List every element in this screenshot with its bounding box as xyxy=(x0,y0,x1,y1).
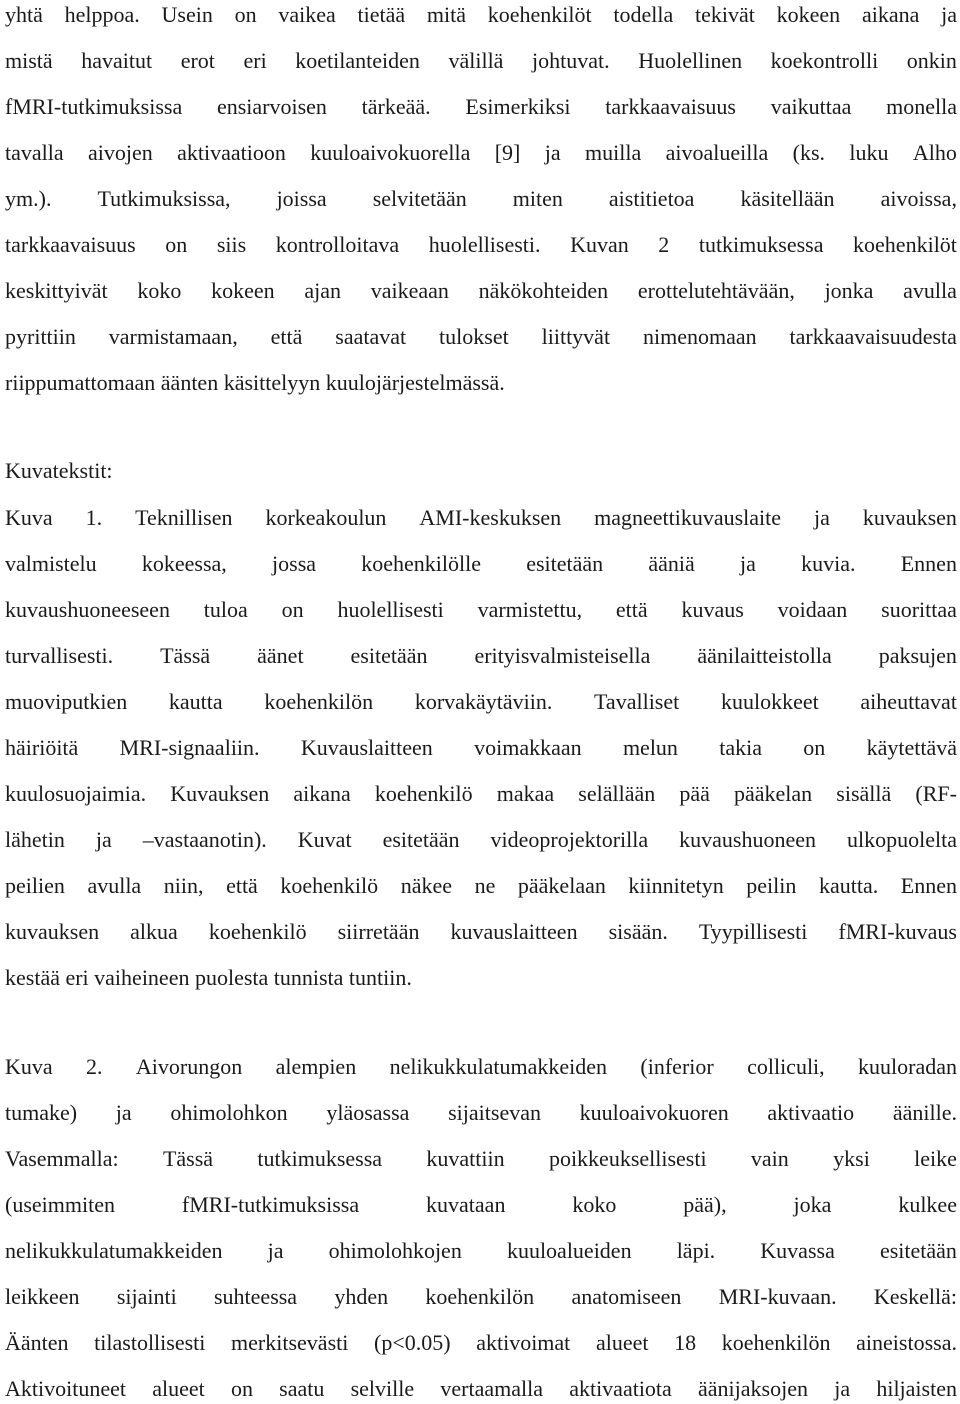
word: äänijaksojen xyxy=(698,1376,808,1401)
word: kuvataan xyxy=(426,1192,506,1217)
word: hiljaisten xyxy=(876,1376,957,1401)
word: Vasemmalla: xyxy=(5,1146,119,1171)
word: Ennen xyxy=(900,551,957,576)
word: [9] xyxy=(494,140,521,165)
word: liittyvät xyxy=(541,324,611,349)
word: Kuvan xyxy=(570,232,629,257)
word: avulla xyxy=(87,873,142,898)
word: ja xyxy=(740,551,756,576)
word: Tyypillisesti xyxy=(698,919,808,944)
word: tekivät xyxy=(695,2,755,27)
word: tietää xyxy=(357,2,406,27)
caption-1-line xyxy=(5,687,957,717)
word: koehenkilö xyxy=(280,873,379,898)
word: MRI-kuvaan. xyxy=(718,1284,837,1309)
word: erot xyxy=(180,48,215,73)
word: aktivaatio xyxy=(767,1100,855,1125)
word: läpi. xyxy=(676,1238,716,1263)
word: avulla xyxy=(903,278,957,303)
word: varmistamaan, xyxy=(108,324,238,349)
word: äänet xyxy=(257,643,304,668)
word: kulkee xyxy=(898,1192,957,1217)
word: koehenkilöt xyxy=(853,232,957,257)
word: koekontrolli xyxy=(770,48,879,73)
word: Keskellä: xyxy=(873,1284,957,1309)
word: häiriöitä xyxy=(5,735,79,760)
word: yksi xyxy=(833,1146,870,1171)
word: melun xyxy=(622,735,678,760)
word: käytettävä xyxy=(866,735,957,760)
word: pyrittiin xyxy=(5,324,76,349)
word: korkeakoulun xyxy=(265,505,387,530)
word: koehenkilön xyxy=(425,1284,535,1309)
word: välillä xyxy=(448,48,504,73)
word: nelikukkulatumakkeiden xyxy=(389,1054,608,1079)
word: Kuva xyxy=(5,1054,53,1079)
word: yläosassa xyxy=(326,1100,410,1125)
word: selällään xyxy=(578,781,656,806)
word: on xyxy=(281,597,304,622)
word: aiheuttavat xyxy=(860,689,957,714)
word: tilastollisesti xyxy=(94,1330,206,1355)
word: saatu xyxy=(279,1376,325,1401)
word: äänilaitteistolla xyxy=(697,643,832,668)
text-line xyxy=(5,276,957,306)
word: vaikuttaa xyxy=(770,94,852,119)
text-line xyxy=(5,138,957,168)
word: kautta xyxy=(168,689,223,714)
word: (RF- xyxy=(915,781,957,806)
word: kuvaushuoneeseen xyxy=(5,597,170,622)
word: todella xyxy=(613,2,674,27)
word: koko xyxy=(572,1192,617,1217)
word: koko xyxy=(137,278,182,303)
word: tumake) xyxy=(5,1100,78,1125)
word: siis xyxy=(216,232,247,257)
caption-1-line xyxy=(5,917,957,947)
word: ohimolohkon xyxy=(170,1100,288,1125)
word: selville xyxy=(350,1376,415,1401)
word: ja xyxy=(941,2,957,27)
word: koehenkilölle xyxy=(361,551,481,576)
word: huolellisesti xyxy=(337,597,444,622)
word: kuulosuojaimia. xyxy=(5,781,147,806)
word: suorittaa xyxy=(881,597,957,622)
caption-1-line xyxy=(5,871,957,901)
word: tutkimuksessa xyxy=(257,1146,383,1171)
word: Aivorungon xyxy=(135,1054,243,1079)
word: niin, xyxy=(163,873,204,898)
word: sisään. xyxy=(608,919,668,944)
caption-2-line xyxy=(5,1098,957,1128)
word: kuuloradan xyxy=(858,1054,957,1079)
word: fMRI-tutkimuksissa xyxy=(5,94,183,119)
word: ja xyxy=(115,1100,132,1125)
word: vaikea xyxy=(278,2,336,27)
word: kokeen xyxy=(211,278,275,303)
word: Alho xyxy=(912,140,957,165)
word: mistä xyxy=(5,48,53,73)
word: Kuva xyxy=(5,505,53,530)
word: Kuvassa xyxy=(760,1238,835,1263)
word: 2 xyxy=(658,232,670,257)
word: peilin xyxy=(746,873,797,898)
word: tuloa xyxy=(203,597,248,622)
word: 1. xyxy=(85,505,103,530)
word: esitetään xyxy=(879,1238,957,1263)
word: tarkkaavaisuus xyxy=(5,232,136,257)
word: saatavat xyxy=(335,324,407,349)
word: jossa xyxy=(272,551,317,576)
word: aineistossa. xyxy=(856,1330,957,1355)
word: alueet xyxy=(595,1330,649,1355)
word: kokeessa, xyxy=(141,551,227,576)
word: yhtä xyxy=(5,2,43,27)
word: varmistettu, xyxy=(477,597,583,622)
word: äänille. xyxy=(892,1100,957,1125)
word: kuvattiin xyxy=(426,1146,505,1171)
word: AMI-keskuksen xyxy=(419,505,562,530)
word: 18 xyxy=(674,1330,697,1355)
word: takia xyxy=(719,735,762,760)
word: ja xyxy=(95,827,112,852)
caption-2-line xyxy=(5,1374,957,1404)
word: ja xyxy=(814,505,830,530)
word: ne xyxy=(474,873,496,898)
caption-1-line xyxy=(5,595,957,625)
word: että xyxy=(270,324,303,349)
word: colliculi, xyxy=(747,1054,825,1079)
text-line xyxy=(5,184,957,214)
word: nelikukkulatumakkeiden xyxy=(5,1238,223,1263)
word: poikkeuksellisesti xyxy=(548,1146,707,1171)
word: esitetään xyxy=(526,551,604,576)
word: selvitetään xyxy=(372,186,467,211)
word: on xyxy=(234,2,257,27)
word: (inferior xyxy=(640,1054,714,1079)
caption-2-line xyxy=(5,1144,957,1174)
word: –vastaanotin). xyxy=(142,827,267,852)
word: Äänten xyxy=(5,1330,69,1355)
captions-heading: Kuvatekstit: xyxy=(5,458,113,483)
word: Tavalliset xyxy=(594,689,680,714)
word: pää), xyxy=(683,1192,727,1217)
word: voidaan xyxy=(777,597,848,622)
word: tutkimuksessa xyxy=(698,232,824,257)
word: tulokset xyxy=(439,324,509,349)
word: MRI-signaaliin. xyxy=(119,735,260,760)
word: onkin xyxy=(906,48,957,73)
word: Kuvat xyxy=(297,827,352,852)
word: on xyxy=(230,1376,253,1401)
word: kuvia. xyxy=(801,551,856,576)
word: on xyxy=(803,735,826,760)
word: joka xyxy=(793,1192,832,1217)
word: ja xyxy=(544,140,561,165)
word: yhden xyxy=(334,1284,389,1309)
caption-2-line xyxy=(5,1236,957,1266)
word: ensiarvoisen xyxy=(216,94,327,119)
caption-1-line xyxy=(5,503,957,533)
word: Usein xyxy=(161,2,213,27)
word: koehenkilö xyxy=(208,919,307,944)
word: aivoissa, xyxy=(880,186,957,211)
word: valmistelu xyxy=(5,551,97,576)
word: sisällä xyxy=(836,781,892,806)
word: ulkopuolelta xyxy=(847,827,957,852)
word: ja xyxy=(834,1376,851,1401)
word: keskittyivät xyxy=(5,278,108,303)
word: aktivaatiota xyxy=(569,1376,672,1401)
word: että xyxy=(226,873,258,898)
word: sijainti xyxy=(116,1284,177,1309)
text-line xyxy=(5,230,957,260)
word: Ennen xyxy=(900,873,957,898)
word: kuuloaivokuorella xyxy=(310,140,471,165)
word: lähetin xyxy=(5,827,65,852)
word: Tässä xyxy=(162,1146,214,1171)
word: koehenkilön xyxy=(721,1330,831,1355)
word: Kuvauksen xyxy=(170,781,270,806)
word: havaitut xyxy=(81,48,153,73)
word: Huolellinen xyxy=(638,48,743,73)
word: alempien xyxy=(275,1054,357,1079)
word: pääkelaan xyxy=(517,873,606,898)
word: kiinnitetyn xyxy=(628,873,724,898)
word: suhteessa xyxy=(213,1284,298,1309)
word: aikana xyxy=(293,781,351,806)
word: kuulokkeet xyxy=(720,689,819,714)
word: kokeen xyxy=(776,2,841,27)
word: ajan xyxy=(304,278,341,303)
word: nimenomaan xyxy=(642,324,757,349)
word: ohimolohkojen xyxy=(328,1238,462,1263)
word: erityisvalmisteisella xyxy=(474,643,651,668)
word: alkua xyxy=(130,919,178,944)
word: esitetään xyxy=(382,827,460,852)
word: magneettikuvauslaite xyxy=(594,505,782,530)
word: miten xyxy=(512,186,563,211)
word: kuuloaivokuoren xyxy=(579,1100,729,1125)
caption-2-line xyxy=(5,1190,957,1220)
word: huolellisesti. xyxy=(428,232,541,257)
word: Tässä xyxy=(160,643,211,668)
word: ja xyxy=(267,1238,284,1263)
word: tavalla xyxy=(5,140,64,165)
word: kuuloalueiden xyxy=(506,1238,632,1263)
word: anatomiseen xyxy=(571,1284,682,1309)
word: leikkeen xyxy=(5,1284,80,1309)
word: (p<0.05) xyxy=(374,1330,451,1355)
caption-1-line xyxy=(5,779,957,809)
word: käsitellään xyxy=(740,186,835,211)
word: tarkkaavaisuus xyxy=(605,94,736,119)
word: turvallisesti. xyxy=(5,643,114,668)
word: muoviputkien xyxy=(5,689,128,714)
word: eri xyxy=(243,48,267,73)
caption-2-line xyxy=(5,1328,957,1358)
word: korvakäytäviin. xyxy=(414,689,553,714)
word: aikana xyxy=(861,2,920,27)
word: paksujen xyxy=(878,643,957,668)
word: Tutkimuksissa, xyxy=(97,186,231,211)
word: aistitietoa xyxy=(608,186,695,211)
word: ääniä xyxy=(648,551,695,576)
word: aivojen xyxy=(88,140,153,165)
word: näkee xyxy=(400,873,453,898)
word: Teknillisen xyxy=(135,505,233,530)
word: muilla xyxy=(585,140,642,165)
word: (useimmiten xyxy=(5,1192,115,1217)
word: on xyxy=(165,232,188,257)
text-line: riippumattomaan äänten käsittelyyn kuulojärjestelmässä. xyxy=(5,370,505,395)
word: aktivoimat xyxy=(476,1330,571,1355)
word: peilien xyxy=(5,873,65,898)
word: makaa xyxy=(496,781,555,806)
word: 2. xyxy=(86,1054,103,1079)
word: alueet xyxy=(152,1376,205,1401)
word: kuvaushuoneen xyxy=(679,827,817,852)
word: leike xyxy=(914,1146,957,1171)
word: koehenkilö xyxy=(374,781,473,806)
text-line xyxy=(5,0,957,30)
word: tärkeää. xyxy=(361,94,431,119)
word: siirretään xyxy=(337,919,420,944)
word: tarkkaavaisuudesta xyxy=(789,324,957,349)
word: kuvauksen xyxy=(862,505,957,530)
caption-1-line xyxy=(5,549,957,579)
word: mitä xyxy=(426,2,467,27)
word: videoprojektorilla xyxy=(490,827,649,852)
word: fMRI-kuvaus xyxy=(838,919,957,944)
word: koehenkilöt xyxy=(487,2,592,27)
caption-1-line: kestää eri vaiheineen puolesta tunnista tuntiin. xyxy=(5,965,412,990)
word: voimakkaan xyxy=(474,735,582,760)
word: pää xyxy=(679,781,710,806)
word: johtuvat. xyxy=(532,48,610,73)
caption-1-line xyxy=(5,733,957,763)
word: kontrolloitava xyxy=(275,232,400,257)
word: erottelutehtävään, xyxy=(637,278,795,303)
word: fMRI-tutkimuksissa xyxy=(181,1192,360,1217)
word: vain xyxy=(750,1146,789,1171)
caption-1-line xyxy=(5,641,957,671)
text-line xyxy=(5,92,957,122)
word: Esimerkiksi xyxy=(465,94,571,119)
word: helppoa. xyxy=(64,2,140,27)
word: joissa xyxy=(276,186,327,211)
caption-2-line xyxy=(5,1052,957,1082)
word: vertaamalla xyxy=(440,1376,543,1401)
word: aktivaatioon xyxy=(177,140,286,165)
word: Aktivoituneet xyxy=(5,1376,126,1401)
word: luku xyxy=(849,140,889,165)
word: jonka xyxy=(824,278,874,303)
caption-2-line xyxy=(5,1282,957,1312)
word: vaikeaan xyxy=(370,278,449,303)
word: merkitsevästi xyxy=(231,1330,349,1355)
word: (ks. xyxy=(792,140,826,165)
word: näkökohteiden xyxy=(478,278,609,303)
word: esitetään xyxy=(350,643,428,668)
word: kuvaus xyxy=(681,597,744,622)
text-line xyxy=(5,46,957,76)
word: ym.). xyxy=(5,186,52,211)
word: monella xyxy=(886,94,957,119)
word: kuvauksen xyxy=(5,919,100,944)
word: pääkelan xyxy=(733,781,813,806)
word: että xyxy=(615,597,648,622)
word: koehenkilön xyxy=(264,689,374,714)
word: Kuvauslaitteen xyxy=(300,735,433,760)
word: sijaitsevan xyxy=(448,1100,541,1125)
word: kuvauslaitteen xyxy=(450,919,578,944)
word: aivoalueilla xyxy=(665,140,769,165)
word: kautta. xyxy=(818,873,879,898)
caption-1-line xyxy=(5,825,957,855)
text-line xyxy=(5,322,957,352)
word: koetilanteiden xyxy=(295,48,420,73)
